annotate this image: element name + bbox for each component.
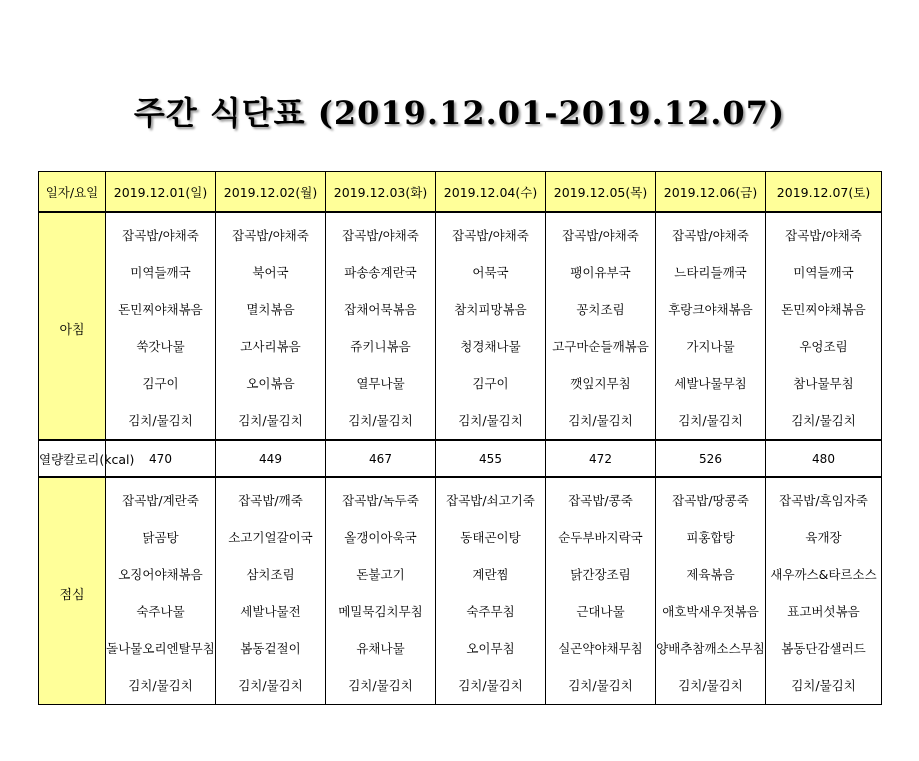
- menu-table: [38, 171, 882, 705]
- menu-item: 꽁치조림: [576, 302, 625, 317]
- calorie-value: 526: [656, 440, 766, 477]
- header-date-label: 일자/요일: [39, 172, 106, 213]
- menu-item: 김치/물김치: [238, 678, 303, 693]
- menu-item: 제육볶음: [686, 567, 735, 582]
- menu-item: 청경채나물: [460, 339, 521, 354]
- breakfast-day-cell: [326, 212, 436, 440]
- menu-item: 잡곡밥/야채죽: [122, 228, 199, 243]
- menu-item: 봄동겉절이: [240, 641, 301, 656]
- menu-item: 김치/물김치: [458, 413, 523, 428]
- menu-item: 잡곡밥/녹두죽: [342, 493, 419, 508]
- menu-item: 잡곡밥/야채죽: [342, 228, 419, 243]
- menu-item: 김치/물김치: [568, 678, 633, 693]
- menu-item: 김치/물김치: [348, 413, 413, 428]
- menu-item: 잡곡밥/콩죽: [568, 493, 633, 508]
- menu-item: 실곤약야채무침: [558, 641, 643, 656]
- menu-item: 오징어야채볶음: [118, 567, 203, 582]
- day-header: 2019.12.04(수): [436, 172, 546, 213]
- breakfast-day-cell: [546, 212, 656, 440]
- calorie-value: 470: [106, 440, 216, 477]
- day-header: 2019.12.03(화): [326, 172, 436, 213]
- menu-item: 잡곡밥/야채죽: [562, 228, 639, 243]
- lunch-row: [39, 477, 882, 705]
- menu-item: 잡채어묵볶음: [344, 302, 417, 317]
- menu-item: 미역들깨국: [793, 265, 854, 280]
- menu-item: 순두부바지락국: [558, 530, 643, 545]
- lunch-day-cell: [326, 477, 436, 705]
- calorie-label: 열량칼로리(kcal): [39, 440, 106, 477]
- calorie-value: 472: [546, 440, 656, 477]
- menu-item: 올갱이아욱국: [344, 530, 417, 545]
- menu-item: 김치/물김치: [791, 413, 856, 428]
- menu-item: 김치/물김치: [128, 413, 193, 428]
- menu-item: 유채나물: [356, 641, 405, 656]
- calorie-value: 449: [216, 440, 326, 477]
- menu-item: 닭간장조림: [570, 567, 631, 582]
- lunch-day-cell: [656, 477, 766, 705]
- breakfast-label: 아침: [39, 212, 106, 440]
- menu-item: 닭곰탕: [142, 530, 179, 545]
- menu-item: 잡곡밥/쇠고기죽: [446, 493, 535, 508]
- lunch-label: 점심: [39, 477, 106, 705]
- menu-item: 육개장: [805, 530, 842, 545]
- breakfast-day-cell: [656, 212, 766, 440]
- menu-item: 가지나물: [686, 339, 735, 354]
- lunch-day-cell: [436, 477, 546, 705]
- menu-item: 김치/물김치: [348, 678, 413, 693]
- menu-item: 김치/물김치: [791, 678, 856, 693]
- menu-item: 느타리들깨국: [674, 265, 747, 280]
- menu-item: 피홍합탕: [686, 530, 735, 545]
- breakfast-day-cell: [436, 212, 546, 440]
- header-row: [39, 172, 882, 213]
- menu-item: 참나물무침: [793, 376, 854, 391]
- menu-item: 김치/물김치: [678, 678, 743, 693]
- menu-item: 잡곡밥/야채죽: [232, 228, 309, 243]
- menu-item: 깻잎지무침: [570, 376, 631, 391]
- menu-item: 열무나물: [356, 376, 405, 391]
- menu-item: 미역들깨국: [130, 265, 191, 280]
- menu-item: 잡곡밥/야채죽: [672, 228, 749, 243]
- menu-item: 쥬키니볶음: [350, 339, 411, 354]
- menu-item: 김구이: [472, 376, 509, 391]
- menu-item: 새우까스&타르소스: [770, 567, 877, 582]
- menu-item: 세발나물무침: [674, 376, 747, 391]
- menu-item: 잡곡밥/땅콩죽: [672, 493, 749, 508]
- menu-item: 어묵국: [472, 265, 509, 280]
- day-header: 2019.12.07(토): [766, 172, 882, 213]
- breakfast-day-cell: [216, 212, 326, 440]
- menu-item: 고구마순들깨볶음: [552, 339, 649, 354]
- menu-item: 김치/물김치: [128, 678, 193, 693]
- menu-item: 김치/물김치: [238, 413, 303, 428]
- menu-item: 참치피망볶음: [454, 302, 527, 317]
- menu-item: 오이무침: [466, 641, 515, 656]
- menu-item: 북어국: [252, 265, 289, 280]
- menu-item: 잡곡밥/깨죽: [238, 493, 303, 508]
- menu-item: 김치/물김치: [458, 678, 523, 693]
- menu-item: 잡곡밥/야채죽: [785, 228, 862, 243]
- menu-item: 계란찜: [472, 567, 509, 582]
- menu-item: 고사리볶음: [240, 339, 301, 354]
- menu-item: 근대나물: [576, 604, 625, 619]
- menu-item: 애호박새우젓볶음: [662, 604, 759, 619]
- lunch-day-cell: [106, 477, 216, 705]
- breakfast-day-cell: [766, 212, 882, 440]
- menu-item: 잡곡밥/흑임자죽: [779, 493, 868, 508]
- page-title: 주간 식단표 (2019.12.01-2019.12.07): [133, 94, 786, 132]
- calorie-value: 455: [436, 440, 546, 477]
- lunch-day-cell: [766, 477, 882, 705]
- menu-item: 숙주무침: [466, 604, 515, 619]
- menu-item: 잡곡밥/계란죽: [122, 493, 199, 508]
- lunch-day-cell: [216, 477, 326, 705]
- menu-item: 김구이: [142, 376, 179, 391]
- menu-item: 후랑크야채볶음: [668, 302, 753, 317]
- breakfast-row: [39, 212, 882, 440]
- menu-item: 소고기얼갈이국: [228, 530, 313, 545]
- menu-item: 잡곡밥/야채죽: [452, 228, 529, 243]
- day-header: 2019.12.05(목): [546, 172, 656, 213]
- menu-item: 돌나물오리엔탈무침: [106, 641, 215, 656]
- menu-item: 삼치조림: [246, 567, 295, 582]
- menu-item: 숙주나물: [136, 604, 185, 619]
- menu-item: 세발나물전: [240, 604, 301, 619]
- menu-item: 돈민찌야채볶음: [781, 302, 866, 317]
- day-header: 2019.12.06(금): [656, 172, 766, 213]
- menu-item: 파송송계란국: [344, 265, 417, 280]
- menu-item: 양배추참깨소스무침: [656, 641, 765, 656]
- menu-item: 쑥갓나물: [136, 339, 185, 354]
- menu-item: 우엉조림: [799, 339, 848, 354]
- day-header: 2019.12.02(월): [216, 172, 326, 213]
- menu-item: 김치/물김치: [678, 413, 743, 428]
- menu-item: 김치/물김치: [568, 413, 633, 428]
- day-header: 2019.12.01(일): [106, 172, 216, 213]
- lunch-day-cell: [546, 477, 656, 705]
- menu-item: 메밀묵김치무침: [338, 604, 423, 619]
- menu-item: 동태곤이탕: [460, 530, 521, 545]
- menu-item: 멸치볶음: [246, 302, 295, 317]
- menu-item: 표고버섯볶음: [787, 604, 860, 619]
- menu-item: 오이볶음: [246, 376, 295, 391]
- calorie-value: 480: [766, 440, 882, 477]
- calorie-value: 467: [326, 440, 436, 477]
- menu-item: 팽이유부국: [570, 265, 631, 280]
- menu-item: 봄동단감샐러드: [781, 641, 866, 656]
- menu-item: 돈불고기: [356, 567, 405, 582]
- calorie-row: [39, 440, 882, 477]
- menu-item: 돈민찌야채볶음: [118, 302, 203, 317]
- breakfast-day-cell: [106, 212, 216, 440]
